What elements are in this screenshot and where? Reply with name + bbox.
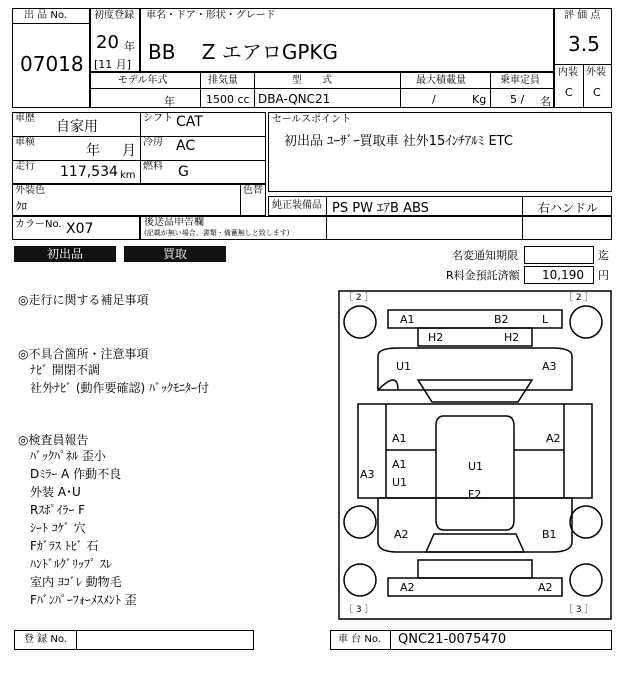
shift: CAT <box>176 114 203 130</box>
color-no-label: カラーNo. <box>15 219 62 230</box>
mark-rear-bumper-l: A2 <box>400 581 415 594</box>
detail-row-2 <box>12 160 266 161</box>
diagram-frame <box>339 291 611 619</box>
inspector-item: Dﾐﾗｰ A 作動不良 <box>30 467 122 481</box>
inspector-item: Fｶﾞﾗｽ ﾄﾋﾞ 石 <box>30 539 99 553</box>
spec-sep-1 <box>200 72 201 108</box>
ac-label: 冷房 <box>143 137 163 148</box>
mileage-label: 走行 <box>15 161 35 172</box>
equipment-label: 純正装備品 <box>272 200 322 211</box>
ext-color-sep <box>240 184 241 216</box>
fuel-label: 燃料 <box>143 161 163 172</box>
first-reg-label: 初度登録 <box>94 10 134 21</box>
inspection-month: 月 <box>122 143 136 159</box>
windshield <box>418 380 532 402</box>
name-change-label: 名変通知期限 <box>452 249 518 262</box>
mileage: 117,534 <box>60 164 118 180</box>
type-label: 型 式 <box>292 75 332 86</box>
recycle-label: R料金預託済額 <box>446 269 520 282</box>
ext-color: ｸﾛ <box>16 200 27 213</box>
spec-sep-4 <box>490 72 491 108</box>
spec-sep-2 <box>254 72 255 108</box>
mark-rear-fender-l: A2 <box>394 528 409 541</box>
grade-divider-v <box>583 64 584 108</box>
equipment: PS PW ｴｱB ABS <box>332 201 429 216</box>
corner-label-tl: ［ 2 ］ <box>344 293 374 303</box>
corner-label-br: ［ 3 ］ <box>564 605 594 615</box>
wheel-rl-icon <box>344 506 376 538</box>
tag-buyback: 買取 <box>124 246 226 262</box>
driving-heading: ◎走行に関する補足事項 <box>18 293 149 307</box>
inspector-item: 室内 ﾖｺﾞﾚ 動物毛 <box>30 575 122 589</box>
capacity-unit: 名 <box>540 95 551 108</box>
front-wheel-arch-l <box>378 380 398 390</box>
mark-rear-glass: F2 <box>468 488 482 501</box>
car-name: BB Z エアロGPKG <box>148 40 339 64</box>
wheel-rl2-icon <box>344 564 376 596</box>
reg-no-sep <box>76 630 77 650</box>
first-reg-year-unit: 年 <box>124 40 135 53</box>
load-unit: Kg <box>472 93 487 106</box>
defect-item: ﾅﾋﾞ 開閉不調 <box>30 363 100 377</box>
name-change-unit: 迄 <box>598 249 609 262</box>
inspector-item: Rｽﾎﾟｲﾗｰ F <box>30 503 86 517</box>
mark-sill-l: A3 <box>360 468 375 481</box>
interior-grade: C <box>565 86 573 99</box>
rear-panel <box>418 560 532 578</box>
steering: 右ハンドル <box>538 201 599 215</box>
wheel-rr2-icon <box>570 564 602 596</box>
chassis-label: 車 台 No. <box>338 634 381 645</box>
inspector-item: ｼｰﾄ ｺｹﾞ 穴 <box>30 521 86 535</box>
exterior-grade: C <box>593 86 601 99</box>
grade-label: 評 価 点 <box>564 10 601 21</box>
interior-label: 内装 <box>558 67 578 78</box>
load-label: 最大積載量 <box>416 75 466 86</box>
ext-color-box <box>12 184 266 216</box>
fuel: G <box>178 164 189 180</box>
mark-front-fender-l: U1 <box>396 360 412 373</box>
inspector-item: Fﾊﾞﾝﾊﾟｰﾌｫｰﾒｽﾒﾝﾄ 歪 <box>30 593 137 607</box>
corner-label-tr: ［ 2 ］ <box>564 293 594 303</box>
first-reg-month: [11 月] <box>94 58 132 71</box>
chassis-number: QNC21-0075470 <box>398 632 507 647</box>
inspector-item: ﾊﾞｯｸﾊﾟﾈﾙ 歪小 <box>30 449 106 463</box>
history: 自家用 <box>56 119 98 135</box>
mark-front-bumper-l: A1 <box>400 313 415 326</box>
inspection-year: 年 <box>86 143 100 159</box>
recycle-unit: 円 <box>598 269 609 282</box>
mark-roof: U1 <box>468 460 484 473</box>
inspection-label: 車検 <box>15 137 35 148</box>
lot-label: 出 品 No. <box>24 10 67 21</box>
car-name-label: 車名・ドア・形状・グレード <box>146 10 276 21</box>
lot-number: 07018 <box>20 52 84 76</box>
sales-point: 初出品 ﾕｰｻﾞｰ買取車 社外15ｲﾝﾁｱﾙﾐ ETC <box>284 134 513 149</box>
mark-rear-bumper-r: A2 <box>538 581 553 594</box>
wheel-fr-icon <box>570 306 602 338</box>
load-value: / <box>432 93 436 106</box>
roof <box>436 416 514 530</box>
tag-first-listing: 初出品 <box>14 246 116 262</box>
rear-glass <box>426 534 524 552</box>
model-year-unit: 年 <box>164 95 175 108</box>
mark-front-door-l: A1 <box>392 432 407 445</box>
ext-color-label: 外装色 <box>15 185 45 196</box>
mark-grille-r: H2 <box>504 331 520 344</box>
mark-front-bumper-c: B2 <box>494 313 509 326</box>
mileage-unit: km <box>120 170 136 181</box>
inspector-item: 外装 A･U <box>30 485 81 499</box>
wheel-fl-icon <box>344 306 376 338</box>
recycle-value: 10,190 <box>542 268 584 282</box>
sales-point-label: セールスポイント <box>272 114 352 125</box>
model-year-label: モデル年式 <box>118 75 168 86</box>
first-reg-year: 20 <box>96 32 119 53</box>
detail-col <box>140 112 141 184</box>
defects-heading: ◎不具合箇所・注意事項 <box>18 347 149 361</box>
aftermarket-note: (記載が無い場合、書類・備蓄無しと致します) <box>144 229 290 237</box>
capacity: 5 / <box>510 93 525 106</box>
mark-grille-l: H2 <box>428 331 444 344</box>
detail-row-1 <box>12 136 266 137</box>
inspector-heading: ◎検査員報告 <box>18 433 89 447</box>
mark-rear-door-l2: U1 <box>392 476 408 489</box>
name-change-box <box>524 246 594 264</box>
displacement: 1500 cc <box>206 93 250 106</box>
capacity-label: 乗車定員 <box>500 75 540 86</box>
shift-label: シフト <box>143 113 173 124</box>
type: DBA-QNC21 <box>258 92 331 106</box>
mark-front-fender-r: A3 <box>542 360 557 373</box>
chassis-sep <box>390 630 391 650</box>
history-label: 車歴 <box>15 113 35 124</box>
wheel-rr-icon <box>570 506 602 538</box>
ac: AC <box>176 138 196 154</box>
mark-rear-door-l1: A1 <box>392 458 407 471</box>
overall-grade: 3.5 <box>568 32 600 56</box>
spec-sep-3 <box>400 72 401 108</box>
mark-rear-fender-r: B1 <box>542 528 557 541</box>
repaint-label: 色替 <box>243 185 263 196</box>
defect-item: 社外ﾅﾋﾞ (動作要確認) ﾊﾞｯｸﾓﾆﾀｰ付 <box>30 381 209 395</box>
reg-no-label: 登 録 No. <box>24 634 67 645</box>
car-diagram <box>338 290 612 620</box>
detail-left <box>12 112 266 184</box>
color-no: X07 <box>66 221 94 237</box>
mark-front-door-r: A2 <box>546 432 561 445</box>
inspector-item: ﾊﾝﾄﾞﾙｸﾞﾘｯﾌﾟ ｽﾚ <box>30 557 112 571</box>
corner-label-bl: ［ 3 ］ <box>344 605 374 615</box>
spec-row-mid <box>90 88 554 89</box>
mark-front-bumper-r: L <box>542 313 549 326</box>
rear-body <box>378 498 572 552</box>
exterior-label: 外装 <box>586 67 606 78</box>
displacement-label: 排気量 <box>208 75 238 86</box>
aftermarket-label: 後送品申告欄 <box>144 217 204 228</box>
